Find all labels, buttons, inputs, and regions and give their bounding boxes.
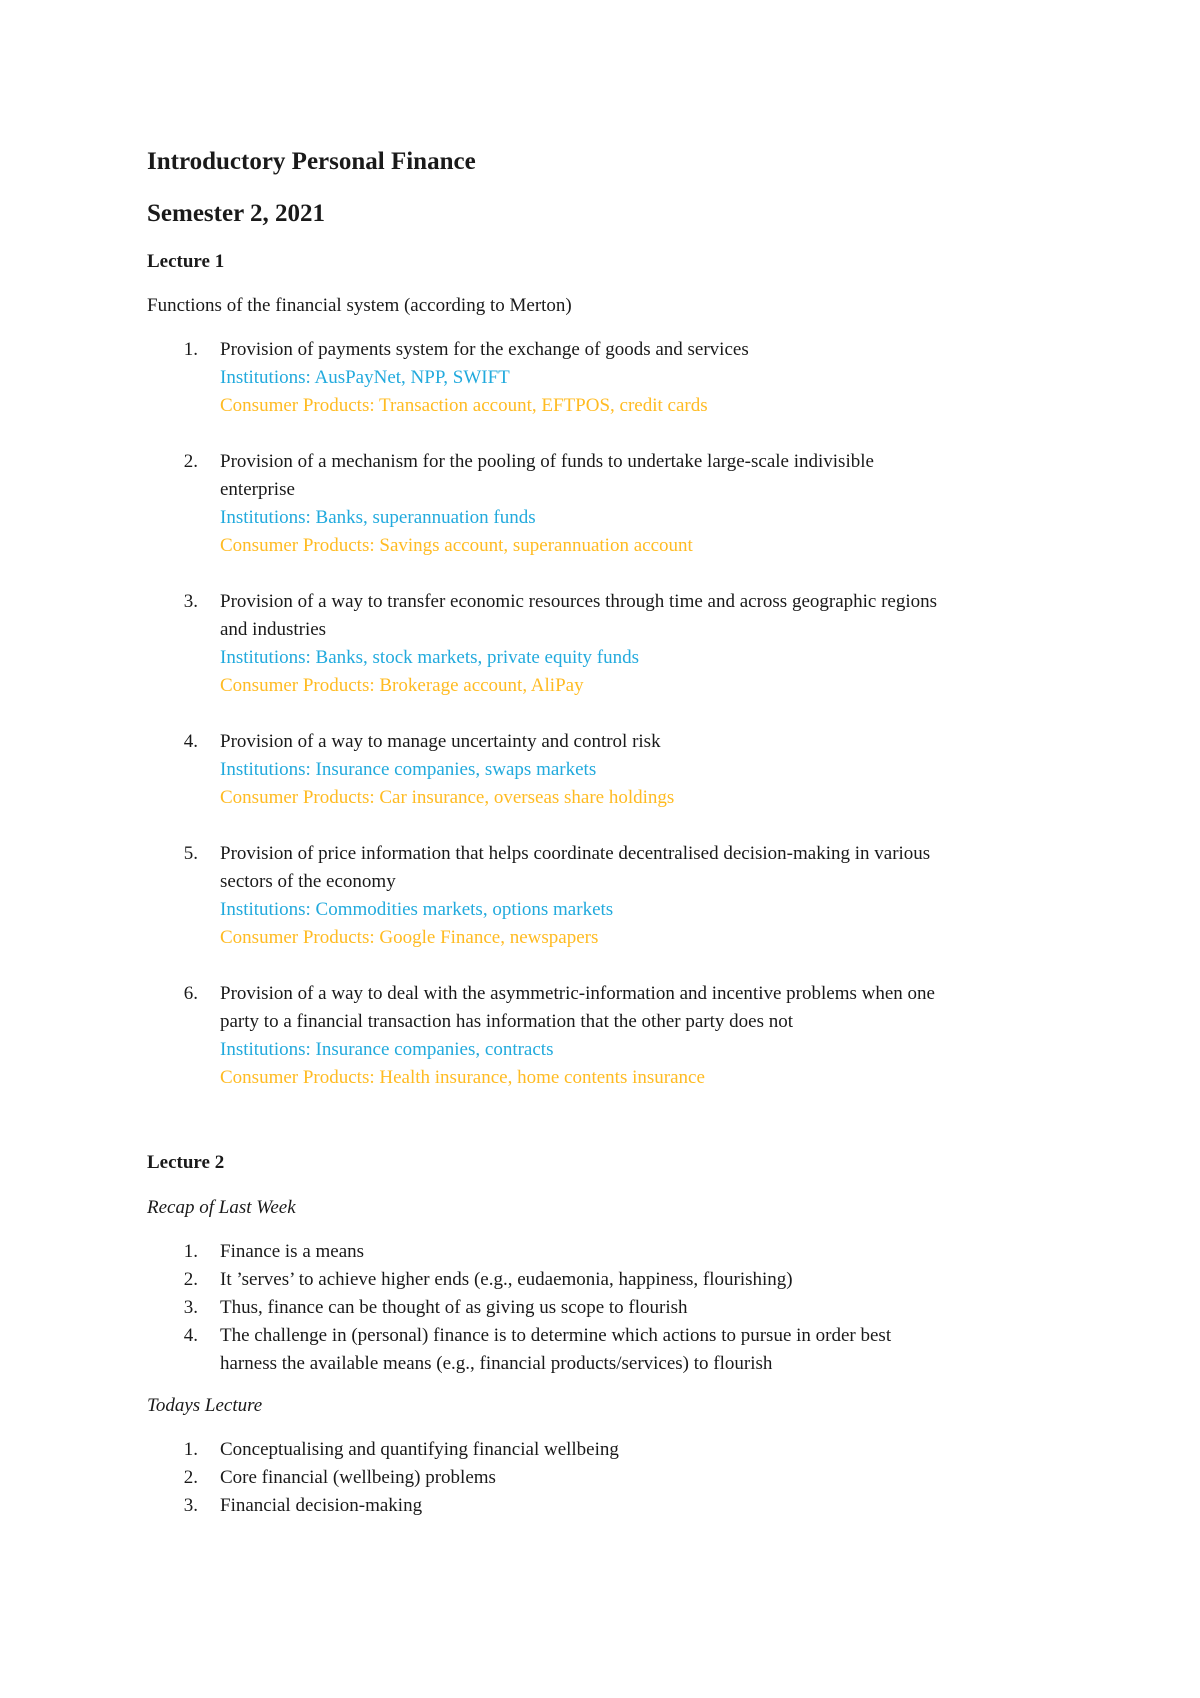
list-item-number: 1. [183,339,198,360]
function-item-text: sectors of the economy [220,871,396,892]
lecture-1-intro: Functions of the financial system (according to Merton) [147,295,572,316]
consumer-products-line: Consumer Products: Savings account, superannuation account [220,535,693,556]
today-item-text: Conceptualising and quantifying financial wellbeing [220,1439,619,1460]
recap-heading: Recap of Last Week [147,1197,296,1218]
list-item-number: 4. [183,1325,198,1346]
todays-lecture-heading: Todays Lecture [147,1395,263,1416]
today-item-text: Core financial (wellbeing) problems [220,1467,496,1488]
consumer-products-line: Consumer Products: Brokerage account, AliPay [220,675,584,696]
function-item-text: Provision of a way to transfer economic resources through time and across geographic regions [220,591,938,612]
institutions-line: Institutions: Insurance companies, contracts [220,1039,554,1060]
semester-heading: Semester 2, 2021 [147,200,325,227]
lecture-1-heading: Lecture 1 [147,251,225,272]
recap-item-text: The challenge in (personal) finance is to determine which actions to pursue in order best [220,1325,892,1346]
recap-item-text: It ’serves’ to achieve higher ends (e.g., eudaemonia, happiness, flourishing) [220,1269,793,1290]
list-item-number: 2. [183,1467,198,1488]
institutions-line: Institutions: Insurance companies, swaps markets [220,759,597,780]
document-title: Introductory Personal Finance [147,148,476,175]
institutions-line: Institutions: AusPayNet, NPP, SWIFT [220,367,510,388]
function-item-text: Provision of a mechanism for the pooling of funds to undertake large-scale indivisible [220,451,874,472]
list-item-number: 5. [183,843,198,864]
institutions-line: Institutions: Banks, superannuation funds [220,507,536,528]
consumer-products-line: Consumer Products: Health insurance, home contents insurance [220,1067,705,1088]
recap-item-text: Thus, finance can be thought of as giving us scope to flourish [220,1297,688,1318]
list-item-number: 4. [183,731,198,752]
list-item-number: 3. [183,591,198,612]
function-item-text: enterprise [220,479,295,500]
recap-item-text: Finance is a means [220,1241,365,1262]
consumer-products-line: Consumer Products: Car insurance, overseas share holdings [220,787,675,808]
function-item-text: Provision of a way to manage uncertainty and control risk [220,731,661,752]
recap-item-text: harness the available means (e.g., financial products/services) to flourish [220,1353,773,1374]
list-item-number: 3. [183,1495,198,1516]
today-item-text: Financial decision-making [220,1495,423,1516]
function-item-text: Provision of a way to deal with the asymmetric-information and incentive problems when one [220,983,935,1004]
list-item-number: 3. [183,1297,198,1318]
list-item-number: 1. [183,1241,198,1262]
function-item-text: Provision of payments system for the exchange of goods and services [220,339,749,360]
function-item-text: Provision of price information that helps coordinate decentralised decision-making in various [220,843,931,864]
consumer-products-line: Consumer Products: Transaction account, EFTPOS, credit cards [220,395,708,416]
consumer-products-line: Consumer Products: Google Finance, newspapers [220,927,599,948]
institutions-line: Institutions: Banks, stock markets, private equity funds [220,647,640,668]
lecture-2-heading: Lecture 2 [147,1152,225,1173]
list-item-number: 2. [183,1269,198,1290]
institutions-line: Institutions: Commodities markets, options markets [220,899,614,920]
function-item-text: and industries [220,619,327,640]
function-item-text: party to a financial transaction has information that the other party does not [220,1011,793,1032]
list-item-number: 1. [183,1439,198,1460]
list-item-number: 2. [183,451,198,472]
list-item-number: 6. [183,983,198,1004]
